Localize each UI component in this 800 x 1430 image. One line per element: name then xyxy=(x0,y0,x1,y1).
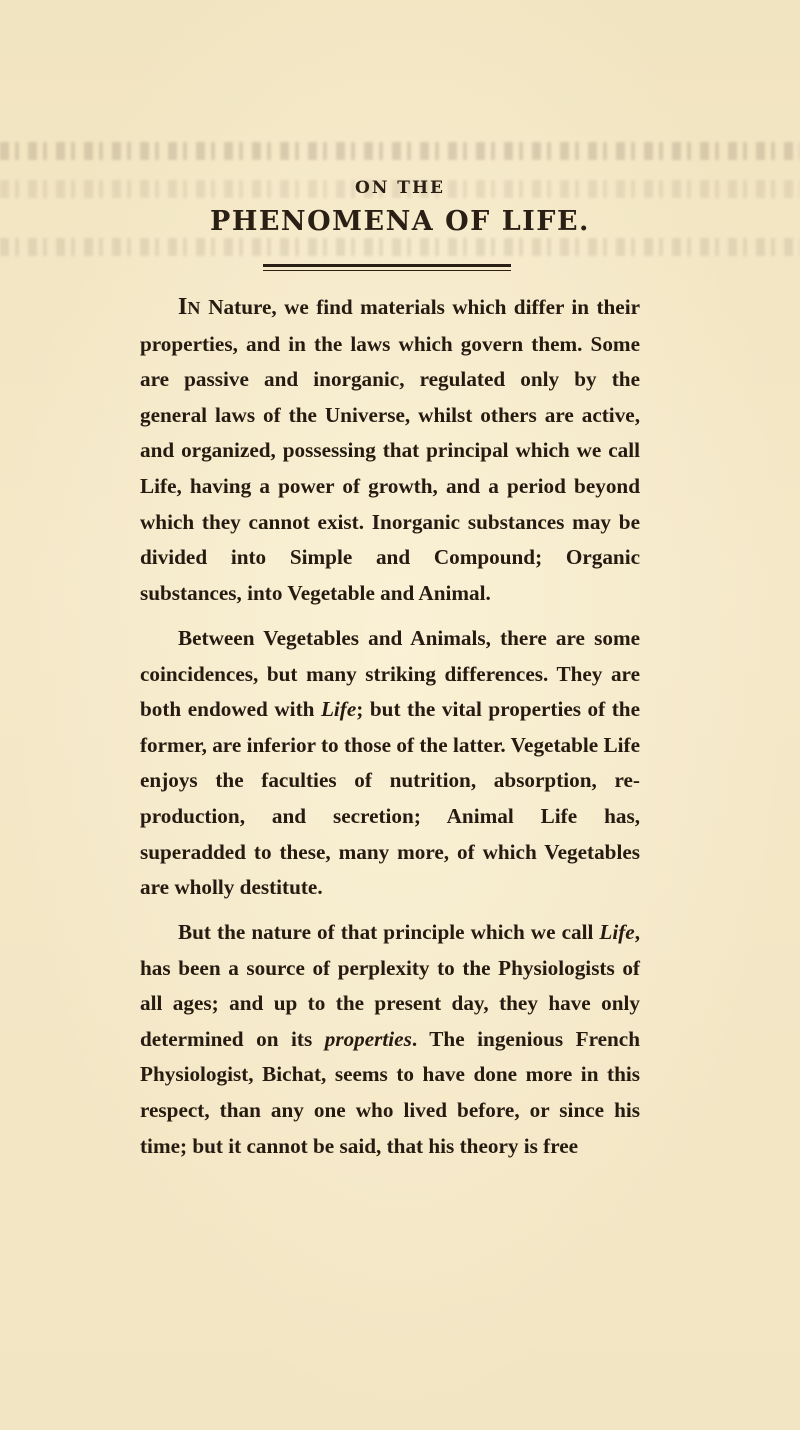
paragraph-3-text-c: . The ingenious French Physiologist, Bichat, seems to have done more in this respect, than any one who lived before, or since his time; but it cannot be said, that his theory is free xyxy=(140,1026,640,1158)
heading-on-the: ON THE xyxy=(355,178,445,198)
show-through-line xyxy=(0,142,800,160)
title-rule xyxy=(263,264,511,267)
paragraph-3-italic-properties: properties xyxy=(324,1026,412,1051)
drop-letter: I xyxy=(178,294,188,320)
paragraph-2-text-b: ; but the vital properties of the former, are inferior to those of the latter. Vegetable Life enjoys the faculties of nutrition, absorption, re-production, and secretion; Animal Life has, superadded to these, many more, of which Vegetables are wholly destitute. xyxy=(140,697,640,900)
paragraph-3 xyxy=(140,915,640,1164)
paragraph-3-text-a: But the nature of that principle which we call xyxy=(178,920,600,944)
paragraph-3-text-b: , has been a source of perplexity to the Physiologists of all ages; and up to the present day, they have only determined on its xyxy=(140,920,640,1051)
paragraph-1-text: Nature, we find materials which differ in their properties, and in the laws which govern them. Some are passive and inorganic, regulated only by the general laws of the Universe, whilst others are active, and organized, possessing that principal which we call Life, having a power of growth, and a period beyond which they cannot exist. Inorganic substances may be divided into Simple and Compound; Organic substances, into Vegetable and Animal. xyxy=(140,295,640,605)
paragraph-3-italic-life: Life xyxy=(599,920,635,944)
paragraph-1 xyxy=(140,290,640,611)
title-rule-thin xyxy=(263,270,511,271)
first-word-rest: N xyxy=(187,298,201,318)
paragraph-2 xyxy=(140,621,640,906)
page-title: PHENOMENA OF LIFE. xyxy=(210,206,590,237)
show-through-line xyxy=(0,238,800,256)
paragraph-2-text-a: Between Vegetables and Animals, there are some coincidences, but many striking differences. They are both endowed with xyxy=(140,626,640,722)
paragraph-2-italic: Life xyxy=(320,697,357,722)
